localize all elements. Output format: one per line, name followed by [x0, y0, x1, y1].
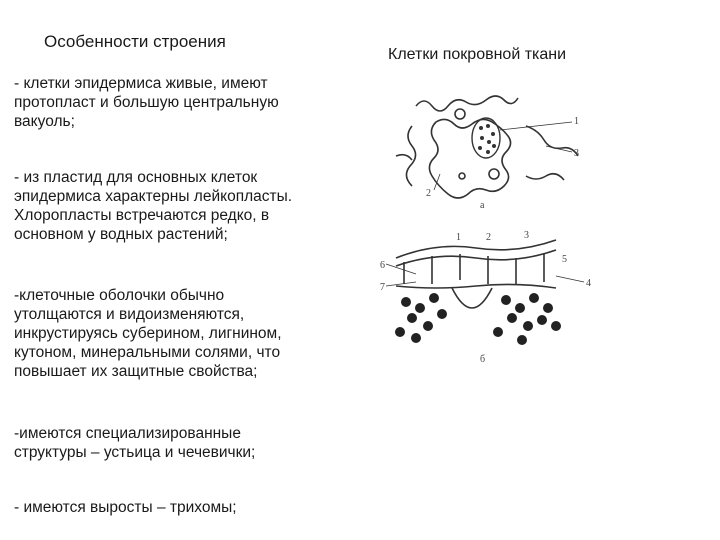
list-item: -клеточные оболочки обычно утолщаются и видоизменяются, инкрустируясь суберином, лигнином, кутоном, минеральными солями, что повышает их защитные свойства; — [14, 287, 282, 380]
list-item: -имеются специализированные структуры – устьица и чечевички; — [14, 425, 256, 461]
mesophyll-cells — [395, 293, 561, 345]
figure-label: 1 — [456, 232, 461, 243]
nucleus-granules — [478, 124, 496, 154]
section-heading: Особенности строения — [44, 32, 226, 51]
epidermis-cross-section — [386, 240, 584, 308]
list-item: - клетки эпидермиса живые, имеют протопласт и большую центральную вакуоль; — [14, 75, 279, 130]
figure-label: 3 — [574, 148, 579, 159]
figure-label: 1 — [574, 116, 579, 127]
figure-label: 3 — [524, 230, 529, 241]
figure-title: Клетки покровной ткани — [388, 46, 567, 63]
figure-label: 4 — [586, 278, 591, 289]
list-item: - имеются выросты – трихомы; — [14, 499, 237, 516]
figure-label: 2 — [426, 188, 431, 199]
figure-label: 6 — [380, 260, 385, 271]
figure-label: 5 — [562, 254, 567, 265]
epidermis-surface-view — [396, 96, 578, 198]
epidermis-illustration — [376, 86, 606, 376]
figure-caption: а — [480, 200, 485, 211]
figure-caption: б — [480, 354, 486, 365]
figure-label: 7 — [380, 282, 385, 293]
figure-label: 2 — [486, 232, 491, 243]
list-item: - из пластид для основных клеток эпидермиса характерны лейкопласты. Хлоропласты встречаются редко, в основном у водных растений; — [14, 169, 293, 243]
